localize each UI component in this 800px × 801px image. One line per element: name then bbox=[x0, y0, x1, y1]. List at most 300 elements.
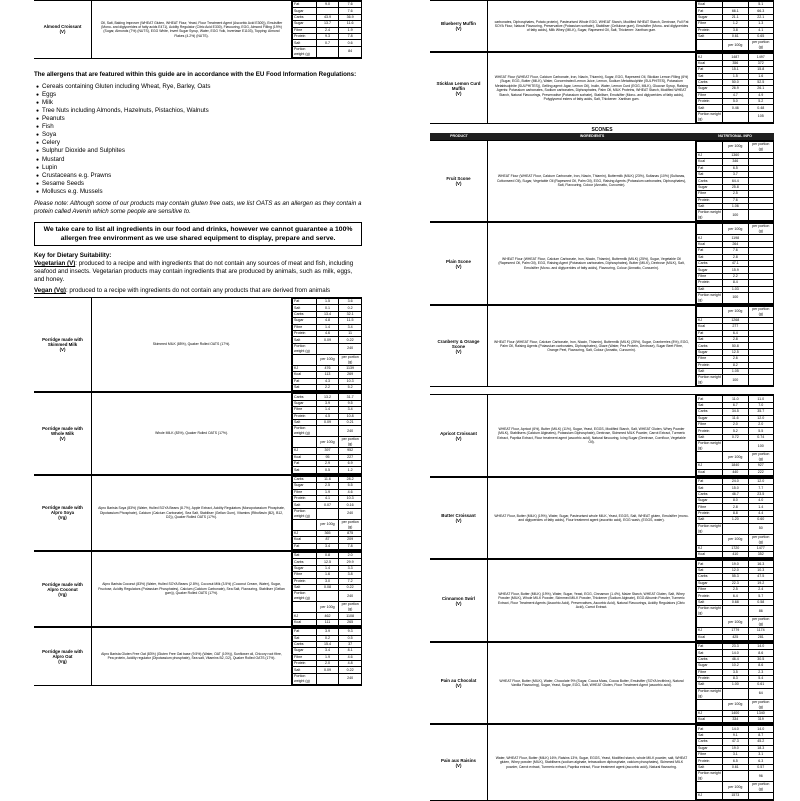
per-100g-value: 4.6 bbox=[316, 331, 339, 337]
nutrition-table bbox=[696, 1, 774, 51]
per-portion-value: 3.4 bbox=[339, 407, 362, 413]
per-100g-value bbox=[316, 343, 339, 354]
per-100g-value: 22.3 bbox=[723, 580, 748, 586]
per-100g-value: 46.4 bbox=[723, 656, 748, 662]
allergen-item: ● Eggs bbox=[36, 91, 362, 99]
nutrient-label: KJ bbox=[293, 613, 317, 619]
nutrient-label bbox=[697, 699, 723, 710]
nutrition-row bbox=[293, 602, 362, 613]
nutrition-row bbox=[293, 426, 362, 437]
nutrition-row bbox=[697, 428, 774, 434]
nutrition-row bbox=[293, 673, 362, 684]
product-ingredients bbox=[92, 298, 292, 391]
per-portion-value: 16.3 bbox=[748, 561, 773, 567]
per-100g-value: 462 bbox=[316, 613, 339, 619]
nutrient-label: Fibre bbox=[697, 752, 723, 758]
per-100g-value: 0.2 bbox=[316, 635, 339, 641]
nutrient-label: Protein bbox=[697, 280, 723, 286]
per-portion-value: 4.0 bbox=[748, 498, 773, 504]
product-name bbox=[34, 393, 92, 474]
per-portion-value: 11 bbox=[339, 331, 362, 337]
nutrition-row bbox=[697, 688, 774, 699]
nutrient-label: Fat bbox=[293, 629, 317, 635]
nutrient-label bbox=[697, 782, 723, 793]
per-100g-value: 66.1 bbox=[723, 8, 748, 14]
per-portion-value: 1.6 bbox=[748, 73, 773, 79]
per-portion-value: 35.7 bbox=[748, 409, 773, 415]
product-ingredients bbox=[488, 560, 696, 641]
per-portion-value: 319 bbox=[748, 717, 773, 723]
per-100g-value: 50.8 bbox=[723, 343, 748, 349]
nutrition-table bbox=[696, 306, 774, 387]
per-portion-value: 0.16 bbox=[339, 502, 362, 508]
per-100g-value: 4.5 bbox=[316, 413, 339, 419]
per-portion-value: 2.3 bbox=[748, 669, 773, 675]
per-100g-value: 13.7 bbox=[316, 21, 339, 27]
allergen-item: ● Tree Nuts including Almonds, Hazelnuts, Pistachios, Walnuts bbox=[36, 107, 362, 115]
per-100g-value: 1.05 bbox=[723, 369, 748, 375]
nutrient-label: Sugar bbox=[697, 267, 723, 273]
per-portion-value: 240 bbox=[339, 343, 362, 354]
per-100g-value: 0.5 bbox=[316, 467, 339, 473]
nutrient-label: Salt bbox=[697, 434, 723, 440]
per-100g-value: 410 bbox=[723, 552, 748, 558]
per-portion-value: 6.3 bbox=[748, 758, 773, 764]
ingredients-text: WHEAT Flour (WHEAT Flour, Calcium Carbonate, Iron, Niacin, Thiamin), Buttermilk (MILK) (23%), Sultanas (10%) (Sultanas, Cottonseed Oil), Sugar, Vegetable Oil (Rapeseed Oil, Palm Oil), EGG, Raising Agents (Potassium carbonates, Diphosphates), Salt, Flavouring, Colour (Annatto, Curcumin). bbox=[496, 174, 687, 188]
nutrition-row bbox=[697, 771, 774, 782]
per-portion-value: 2.0 bbox=[748, 421, 773, 427]
per-100g-value bbox=[723, 523, 748, 534]
per-100g-value: 14.0 bbox=[723, 650, 748, 656]
nutrient-label: Protein bbox=[697, 593, 723, 599]
allergen-item: ● Fish bbox=[36, 123, 362, 131]
nutrient-label: Portion weight (g) bbox=[293, 508, 317, 519]
per-portion-value: 7.2 bbox=[339, 578, 362, 584]
product-row bbox=[430, 642, 774, 725]
per-portion-value: 0.6 bbox=[339, 40, 362, 46]
per-portion-value: 7.8 bbox=[339, 33, 362, 39]
allergen-item: ● Milk bbox=[36, 99, 362, 107]
nutrient-label: Sat bbox=[293, 635, 317, 641]
nutrient-label: Kcal bbox=[697, 324, 723, 330]
per-portion-value: 52.5 bbox=[748, 79, 773, 85]
per-100g-value: 4.7 bbox=[723, 92, 748, 98]
header-product: PRODUCT bbox=[450, 134, 468, 139]
per-100g-value: 15.9 bbox=[723, 267, 748, 273]
nutrient-label: Fibre bbox=[293, 324, 317, 330]
per-100g-value bbox=[723, 441, 748, 452]
per-100g-value: 0.07 bbox=[316, 502, 339, 508]
per-portion-value: 14.0 bbox=[748, 643, 773, 649]
per-portion-value: per portion (g) bbox=[748, 782, 773, 793]
per-100g-value: 3.8 bbox=[723, 27, 748, 33]
per-portion-value: 86 bbox=[748, 606, 773, 617]
nutrient-label: Carbs bbox=[697, 409, 723, 415]
nutrition-row bbox=[293, 413, 362, 419]
per-100g-value: 1573 bbox=[723, 793, 748, 799]
per-portion-value: 0.74 bbox=[748, 434, 773, 440]
nutrient-label: Sat bbox=[293, 467, 317, 473]
per-portion-value: 240 bbox=[339, 673, 362, 684]
per-portion-value: 0.5 bbox=[339, 635, 362, 641]
product-diet-tag: (V) bbox=[455, 518, 462, 524]
nutrient-label: Portion weight (g) bbox=[698, 441, 721, 451]
nutrition-row bbox=[697, 510, 774, 516]
per-100g-value: 15.1 bbox=[723, 67, 748, 73]
product-ingredients bbox=[92, 476, 292, 550]
product-name bbox=[430, 643, 488, 724]
nutrient-label bbox=[293, 437, 317, 448]
product-row bbox=[430, 477, 774, 560]
nutrient-label: Salt bbox=[697, 286, 723, 292]
per-portion-value: 11.5 bbox=[339, 318, 362, 324]
per-100g-value: 1268 bbox=[723, 317, 748, 323]
per-portion-value: 11.6 bbox=[339, 21, 362, 27]
per-portion-value: 10.3 bbox=[339, 496, 362, 502]
per-portion-value: 6.9 bbox=[339, 461, 362, 467]
per-portion-value: 4.1 bbox=[748, 27, 773, 33]
nutrient-label: Protein bbox=[293, 578, 317, 584]
ingredients-text: WHEAT Flour, Butter (MILK) (19%), Water, Sugar, Yeast, EGG, Cinnamon (1.4%), Maize Starch, WHEAT Gluten, Salt, Whey Powder (MILK), Whole MILK Powder, Skimmed MILK Powder, Thickener (Sodium Alginate), EGG Albumin Powder, Turmeric Extract, Flour Treatment Agents (Ascorbic Acid), Preservatives, Ascorbic Acid), Natural Flavourings, Acidity Regulators (Citric Acid), Carrot Extract. bbox=[498, 591, 685, 610]
product-title: Pain au Chocolat bbox=[440, 678, 477, 684]
per-100g-value: 0.09 bbox=[316, 419, 339, 425]
nutrient-label: Kcal bbox=[697, 60, 723, 66]
nutrition-row bbox=[293, 384, 362, 390]
per-portion-value: 4.4 bbox=[748, 510, 773, 516]
per-100g-value: 2.5 bbox=[316, 483, 339, 489]
allergen-item: ● Soya bbox=[36, 131, 362, 139]
nutrient-label: Sat bbox=[697, 172, 723, 178]
ingredients-text: WHEAT Flour (WHEAT Flour, Calcium Carbonate, Iron, Niacin, Thiamin), Buttermilk (MILK) (25%), Sugar, Vegetable Oil (Rapeseed Oil, Palm Oil), EGG, Raising Agent (Potassium carbonates, Diphosphates), Butter (MILK), Dextrose (MILK), Salt, Emulsifier (Mono- and diglycerides of fatty acids), Flavouring, Colour (Annatto, Curcumin). bbox=[498, 257, 685, 270]
per-portion-value: 14.0 bbox=[748, 726, 773, 732]
per-100g-value: 19.0 bbox=[723, 745, 748, 751]
per-100g-value: 0.61 bbox=[723, 33, 748, 39]
per-100g-value: per 100g bbox=[316, 437, 339, 448]
nutrient-label: Sat bbox=[697, 337, 723, 343]
nutrient-label: Protein bbox=[697, 27, 723, 33]
nutrient-label: Fibre bbox=[697, 504, 723, 510]
nutrient-label: Sat bbox=[697, 732, 723, 738]
product-ingredients bbox=[488, 306, 696, 387]
per-portion-value: 22.1 bbox=[748, 14, 773, 20]
per-100g-value: per 100g bbox=[723, 141, 748, 152]
per-portion-value: 5.5 bbox=[748, 428, 773, 434]
nutrient-label: Carbs bbox=[293, 311, 317, 317]
allergen-item: ● Lupin bbox=[36, 164, 362, 172]
product-row bbox=[430, 52, 774, 124]
per-100g-value: 50.0 bbox=[723, 79, 748, 85]
product-name bbox=[34, 552, 92, 626]
per-portion-value: 1477 bbox=[748, 545, 773, 551]
per-100g-value: 6.4 bbox=[723, 330, 748, 336]
nutrient-label: Sat bbox=[697, 567, 723, 573]
per-portion-value: 15.8 bbox=[748, 67, 773, 73]
per-100g-value: 0.09 bbox=[316, 667, 339, 673]
per-portion-value: 66.3 bbox=[748, 8, 773, 14]
product-diet-tag: (V) bbox=[455, 26, 462, 32]
product-diet-tag: (V) bbox=[59, 436, 66, 442]
product-name bbox=[430, 560, 488, 641]
product-row bbox=[430, 140, 774, 223]
nutrient-label: Sugar bbox=[697, 86, 723, 92]
per-portion-value: 372 bbox=[748, 60, 773, 66]
nutrition-row bbox=[293, 519, 362, 530]
per-portion-value: 84 bbox=[339, 46, 362, 57]
per-100g-value: 34.5 bbox=[723, 409, 748, 415]
nutrition-row bbox=[293, 661, 362, 667]
nutrition-row bbox=[697, 292, 774, 303]
product-ingredients bbox=[488, 478, 696, 559]
nutrient-label bbox=[293, 519, 317, 530]
nutrient-label: Fat bbox=[697, 67, 723, 73]
scones-section bbox=[430, 140, 774, 388]
nutrient-label: Kcal bbox=[697, 469, 723, 475]
nutrient-label: Fibre bbox=[293, 489, 317, 495]
product-diet-tag: (V) bbox=[455, 263, 462, 269]
per-portion-value: per portion (g) bbox=[748, 141, 773, 152]
nutrition-row bbox=[697, 27, 774, 33]
nutrient-label: Salt bbox=[293, 337, 317, 343]
nutrient-label: Fat bbox=[697, 165, 723, 171]
nutrient-label: KJ bbox=[697, 54, 723, 60]
per-100g-value: 95 bbox=[316, 454, 339, 460]
ingredients-text: Alpro Barista Gluten Free Oat (83%) (Gluten Free Oat base (9.5%) (Water, OAT (10%)), Sunflower oil, Chicory root fibre, Pea protein, Acidity regulator (Dipotassium phosphate), Sea salt, Vitamins B2, D2), Quaker Rolled OATS (17%). bbox=[101, 652, 282, 661]
nutrient-label: Salt bbox=[293, 419, 317, 425]
nutrition-row bbox=[293, 343, 362, 354]
per-100g-value: per 100g bbox=[316, 354, 339, 365]
per-100g-value: 8.3 bbox=[723, 675, 748, 681]
product-title: Porridge made with Alpro Coconut bbox=[42, 581, 83, 592]
product-row bbox=[430, 0, 774, 52]
product-ingredients bbox=[488, 1, 696, 51]
per-100g-value: 346 bbox=[723, 159, 748, 165]
nutrient-label: Protein bbox=[697, 675, 723, 681]
nutrition-row bbox=[697, 593, 774, 599]
per-100g-value: 13.4 bbox=[316, 311, 339, 317]
nutrient-label: KJ bbox=[697, 628, 723, 634]
nutrient-label: Salt bbox=[293, 502, 317, 508]
nutrition-row bbox=[697, 210, 774, 221]
nutrient-label: KJ bbox=[697, 793, 723, 799]
per-portion-value: 47.5 bbox=[748, 574, 773, 580]
nutrition-row bbox=[293, 641, 362, 647]
nutrient-label bbox=[697, 40, 723, 51]
product-title: Cranberry & Orange Scone bbox=[437, 338, 480, 349]
product-row bbox=[430, 724, 774, 800]
per-portion-value: 0.57 bbox=[748, 764, 773, 770]
nutrient-label: Sugar bbox=[293, 8, 317, 14]
nutrient-label: Sugar bbox=[697, 415, 723, 421]
product-ingredients bbox=[488, 53, 696, 123]
per-100g-value: 64.4 bbox=[723, 178, 748, 184]
nutrition-table bbox=[696, 141, 774, 222]
product-ingredients bbox=[488, 725, 696, 799]
nutrient-label: Kcal bbox=[697, 241, 723, 247]
ingredients-text: Alpro Barista Soya (83%) (Water, Hulled SOYA Beans (8.7%), Apple Extract, Acidity Regulators (Monopotassium Phosphate, Dipotassium Phosphate), Calcium (Calcium Carbonate), Sea Salt, Stabiliser (Gellan Gum), Vitamins (Riboflavin (B2), B12, D2)), Quaker Rolled OATS (17%). bbox=[98, 506, 285, 520]
per-100g-value: 356 bbox=[723, 60, 748, 66]
per-100g-value bbox=[723, 771, 748, 782]
nutrient-label: Kcal bbox=[697, 634, 723, 640]
per-100g-value: 10.2 bbox=[723, 663, 748, 669]
nutrient-label: Sugar bbox=[293, 21, 317, 27]
nutrient-label: Fat bbox=[293, 378, 317, 384]
nutrient-label bbox=[697, 452, 723, 463]
per-100g-value: 43.9 bbox=[316, 14, 339, 20]
nutrient-label bbox=[697, 224, 723, 235]
nutrient-label: Sugar bbox=[697, 14, 723, 20]
per-100g-value: 0.1 bbox=[316, 305, 339, 311]
per-100g-value: per 100g bbox=[723, 699, 748, 710]
nutrient-label: Portion weight (g) bbox=[293, 673, 317, 684]
product-row bbox=[430, 559, 774, 642]
per-100g-value bbox=[723, 688, 748, 699]
nutrition-table bbox=[292, 1, 362, 58]
muffins-section bbox=[430, 0, 774, 124]
per-portion-value: 5.5 bbox=[339, 483, 362, 489]
per-portion-value: 7.6 bbox=[339, 8, 362, 14]
product-ingredients bbox=[92, 393, 292, 474]
per-portion-value: 0.65 bbox=[748, 33, 773, 39]
nutrient-label: Sugar bbox=[293, 318, 317, 324]
nutrient-label: Fat bbox=[697, 643, 723, 649]
per-portion-value: 9.3 bbox=[339, 629, 362, 635]
nutrition-row bbox=[697, 224, 774, 235]
ingredients-text: Oil, Salt, Baking Improver (WHEAT Gluten, WHEAT Flour, Yeast, Flour Treatment Agent (Ascorbic Acid E300)), Emulsifier (Mono- and diglycerides of fatty acids E471), Acidity Regulator (Citric Acid E330), Flavouring, EGG, Almond Filling (19%) (Sugar, Almonds (7%) (NUTS), EGG White, Invert Sugar Syrup, Water, EGG Yolk, Invertase E1103), Topping: Almond Flakes (4.2%) (NUTS). bbox=[100, 20, 283, 38]
per-portion-value: 0.60 bbox=[748, 517, 773, 523]
nutrient-label: Sugar bbox=[697, 580, 723, 586]
product-ingredients bbox=[488, 141, 696, 222]
nutrient-label: Portion weight (g) bbox=[698, 111, 721, 121]
per-100g-value: 3.4 bbox=[316, 648, 339, 654]
per-100g-value bbox=[316, 591, 339, 602]
per-100g-value: 2.5 bbox=[723, 191, 748, 197]
nutrient-label: Sat bbox=[293, 384, 317, 390]
nutrient-label: Portion weight (g) bbox=[698, 210, 721, 220]
per-100g-value: per 100g bbox=[723, 617, 748, 628]
per-100g-value bbox=[316, 673, 339, 684]
per-100g-value: 21.1 bbox=[723, 14, 748, 20]
product-row bbox=[34, 551, 362, 627]
per-portion-value: 12.0 bbox=[748, 478, 773, 484]
per-100g-value: 3.4 bbox=[316, 543, 339, 549]
per-100g-value: 1.5 bbox=[316, 299, 339, 305]
per-portion-value: 45.2 bbox=[748, 739, 773, 745]
nutrient-label: Fat bbox=[697, 8, 723, 14]
nutrition-row bbox=[697, 375, 774, 386]
nutrient-label: Carbs bbox=[697, 574, 723, 580]
per-portion-value: 240 bbox=[339, 508, 362, 519]
per-100g-value: 87 bbox=[316, 537, 339, 543]
per-100g-value: 9.1 bbox=[723, 732, 748, 738]
nutrition-row bbox=[697, 717, 774, 723]
nutrient-label: Carbs bbox=[697, 79, 723, 85]
per-100g-value: 0.09 bbox=[316, 337, 339, 343]
nutrient-label: KJ bbox=[697, 463, 723, 469]
nutrient-label: Kcal bbox=[697, 2, 723, 8]
per-portion-value: 3.3 bbox=[339, 565, 362, 571]
per-100g-value: 440 bbox=[723, 469, 748, 475]
per-portion-value: 8.7 bbox=[748, 732, 773, 738]
nutrient-label: Protein bbox=[293, 413, 317, 419]
nutrition-table bbox=[696, 223, 774, 304]
allergen-item: ● Peanuts bbox=[36, 115, 362, 123]
nutrition-table bbox=[292, 552, 362, 626]
per-100g-value: 1840 bbox=[723, 463, 748, 469]
nutrient-label: Sat bbox=[697, 485, 723, 491]
per-portion-value: 0.22 bbox=[339, 337, 362, 343]
nutrition-row bbox=[697, 523, 774, 534]
per-100g-value: 264 bbox=[723, 241, 748, 247]
per-portion-value: per portion (g) bbox=[748, 699, 773, 710]
per-100g-value: 2.8 bbox=[723, 504, 748, 510]
per-100g-value: per 100g bbox=[723, 452, 748, 463]
product-ingredients bbox=[488, 395, 696, 476]
product-row bbox=[34, 0, 362, 59]
per-100g-value: 113 bbox=[316, 372, 339, 378]
nutrient-label: Kcal bbox=[293, 454, 317, 460]
per-portion-value: 12.0 bbox=[748, 415, 773, 421]
product-row bbox=[34, 627, 362, 686]
per-portion-value: 0.21 bbox=[339, 419, 362, 425]
product-diet-tag: (V) bbox=[455, 90, 462, 96]
per-portion-value: 32.1 bbox=[339, 311, 362, 317]
per-100g-value: 4.8 bbox=[316, 318, 339, 324]
per-portion-value: 0.22 bbox=[339, 667, 362, 673]
nutrient-label: Salt bbox=[293, 584, 317, 590]
nutrition-row bbox=[293, 46, 362, 57]
nutrient-label: Protein bbox=[293, 496, 317, 502]
per-portion-value: 1108 bbox=[339, 613, 362, 619]
per-100g-value: 1.06 bbox=[723, 203, 748, 209]
per-portion-value: per portion (g) bbox=[339, 602, 362, 613]
nutrient-label: Fibre bbox=[697, 669, 723, 675]
allergen-list bbox=[34, 83, 362, 196]
key-title: Key for Dietary Suitability: bbox=[34, 252, 112, 260]
nutrition-row bbox=[293, 467, 362, 473]
pastries-section bbox=[430, 394, 774, 800]
nutrition-row bbox=[293, 565, 362, 571]
per-portion-value: 2.4 bbox=[748, 587, 773, 593]
per-portion-value: 2.0 bbox=[339, 552, 362, 558]
per-100g-value bbox=[316, 46, 339, 57]
per-100g-value: 1.00 bbox=[723, 682, 748, 688]
header-ingredients: INGREDIENTS bbox=[579, 134, 605, 139]
per-portion-value: 26.1 bbox=[748, 86, 773, 92]
per-portion-value: 18.3 bbox=[748, 745, 773, 751]
per-portion-value: 5.2 bbox=[339, 384, 362, 390]
product-title: Porridge made with Whole Milk bbox=[42, 426, 83, 437]
nutrient-label: Sugar bbox=[293, 483, 317, 489]
per-100g-value: 0.7 bbox=[316, 40, 339, 46]
per-portion-value: 64 bbox=[748, 688, 773, 699]
per-portion-value: 96 bbox=[748, 771, 773, 782]
product-title: Pain aux Raisins bbox=[441, 757, 476, 763]
per-100g-value: 2.8 bbox=[723, 337, 748, 343]
nutrient-label: KJ bbox=[293, 530, 317, 536]
nutrient-label: KJ bbox=[697, 545, 723, 551]
per-100g-value: 6.5 bbox=[723, 165, 748, 171]
per-100g-value: 3.5 bbox=[723, 669, 748, 675]
per-portion-value: 31.7 bbox=[339, 394, 362, 400]
nutrient-label: Fat bbox=[697, 478, 723, 484]
per-portion-value: 28.2 bbox=[339, 476, 362, 482]
nutrition-row bbox=[697, 141, 774, 152]
per-100g-value: 15.4 bbox=[316, 641, 339, 647]
nutrient-label bbox=[697, 306, 723, 317]
per-portion-value: 0.61 bbox=[748, 682, 773, 688]
per-portion-value: 10.8 bbox=[339, 413, 362, 419]
per-100g-value: 6.5 bbox=[723, 758, 748, 764]
